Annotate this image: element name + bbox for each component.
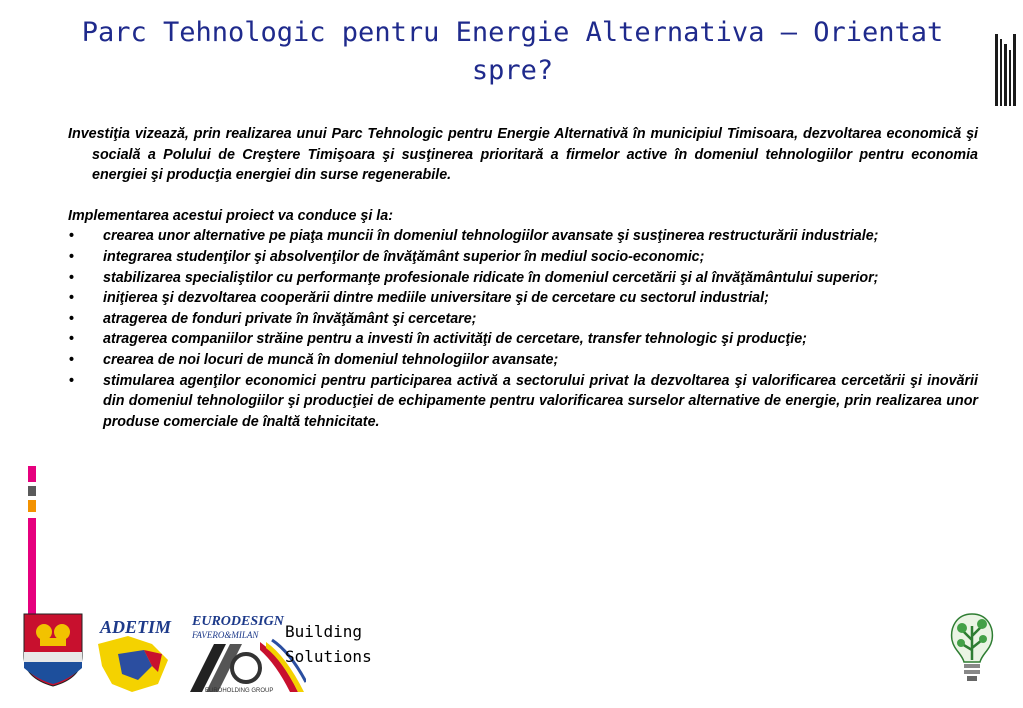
benefits-list <box>68 226 978 432</box>
adetim-logo-text: ADETIM <box>100 617 172 637</box>
slide-title: Parc Tehnologic pentru Energie Alternativa – Orientat spre? <box>81 17 944 86</box>
benefit-item-text: iniţierea şi dezvoltarea cooperării dintre mediile universitare şi de cercetare cu sectorul industrial; <box>103 290 769 307</box>
benefit-item-text: atragerea companiilor străine pentru a investi în activităţi de cercetare, transfer tehnologic şi producţie; <box>103 331 807 348</box>
benefit-item <box>68 288 978 309</box>
benefit-item <box>68 350 978 371</box>
green-bulb-tree-icon <box>948 610 996 686</box>
bullet-icon: • <box>69 228 75 245</box>
bullet-icon: • <box>69 290 75 307</box>
benefit-item <box>68 226 978 247</box>
intro-paragraph: Investiţia vizează, prin realizarea unui Parc Tehnologic pentru Energie Alternativă în municipiul Timisoara, dezvoltarea economică şi socială a Polului de Creştere Timişoara şi susţinerea prioritară a firmelor active în domeniul tehnologiilor pentru economia energiei şi producţia energiei din surse regenerabile. <box>68 126 978 184</box>
euroholding-logo-text: EUROHOLDING GROUP <box>205 688 274 694</box>
benefit-item <box>68 329 978 350</box>
benefit-item <box>68 268 978 289</box>
benefit-item <box>68 247 978 268</box>
benefit-item-text: stimularea agenţilor economici pentru participarea activă a sectorului privat la dezvoltarea şi valorificarea cercetării şi inovării din domeniul tehnologiilor şi producţiei de echipamente pentru valorificarea surselor alternative de energie, prin realizarea unor produse comerciale de înaltă tehnicitate. <box>103 372 978 430</box>
benefit-item <box>68 371 978 433</box>
bullet-icon: • <box>69 331 75 348</box>
footer-logos <box>0 600 1023 708</box>
benefit-item-text: atragerea de fonduri private în învăţământ şi cercetare; <box>103 310 477 327</box>
benefit-item-text: crearea de noi locuri de muncă în domeniul tehnologiilor avansate; <box>103 351 559 368</box>
eurodesign-logo-subtext: FAVERO&MILAN <box>192 630 259 640</box>
slide-corner-lines-icon <box>995 34 1017 106</box>
bullet-icon: • <box>69 372 75 389</box>
benefit-item-text: integrarea studenţilor şi absolvenţilor de învăţământ superior în mediul socio-economic; <box>103 248 705 265</box>
slide-body <box>68 124 978 432</box>
solutions-word: Solutions <box>285 647 372 666</box>
benefit-item-text: crearea unor alternative pe piaţa muncii în domeniul tehnologiilor avansate şi susţinerea restructurării industriale; <box>103 228 879 245</box>
benefit-item <box>68 309 978 330</box>
bullet-icon: • <box>69 248 75 265</box>
eurodesign-logo-text: EURODESIGN <box>192 614 284 629</box>
benefit-item-text: stabilizarea specialiştilor cu performanţe profesionale ridicate în domeniul cercetării şi al învăţământului superior; <box>103 269 879 286</box>
building-word: Building <box>285 622 363 641</box>
bullet-icon: • <box>69 310 75 327</box>
bullet-icon: • <box>69 351 75 368</box>
timisoara-coat-of-arms-icon <box>22 612 84 688</box>
list-lead: Implementarea acestui proiect va conduce şi la: <box>68 207 393 224</box>
bullet-icon: • <box>69 269 75 286</box>
building-solutions-label <box>285 619 372 669</box>
